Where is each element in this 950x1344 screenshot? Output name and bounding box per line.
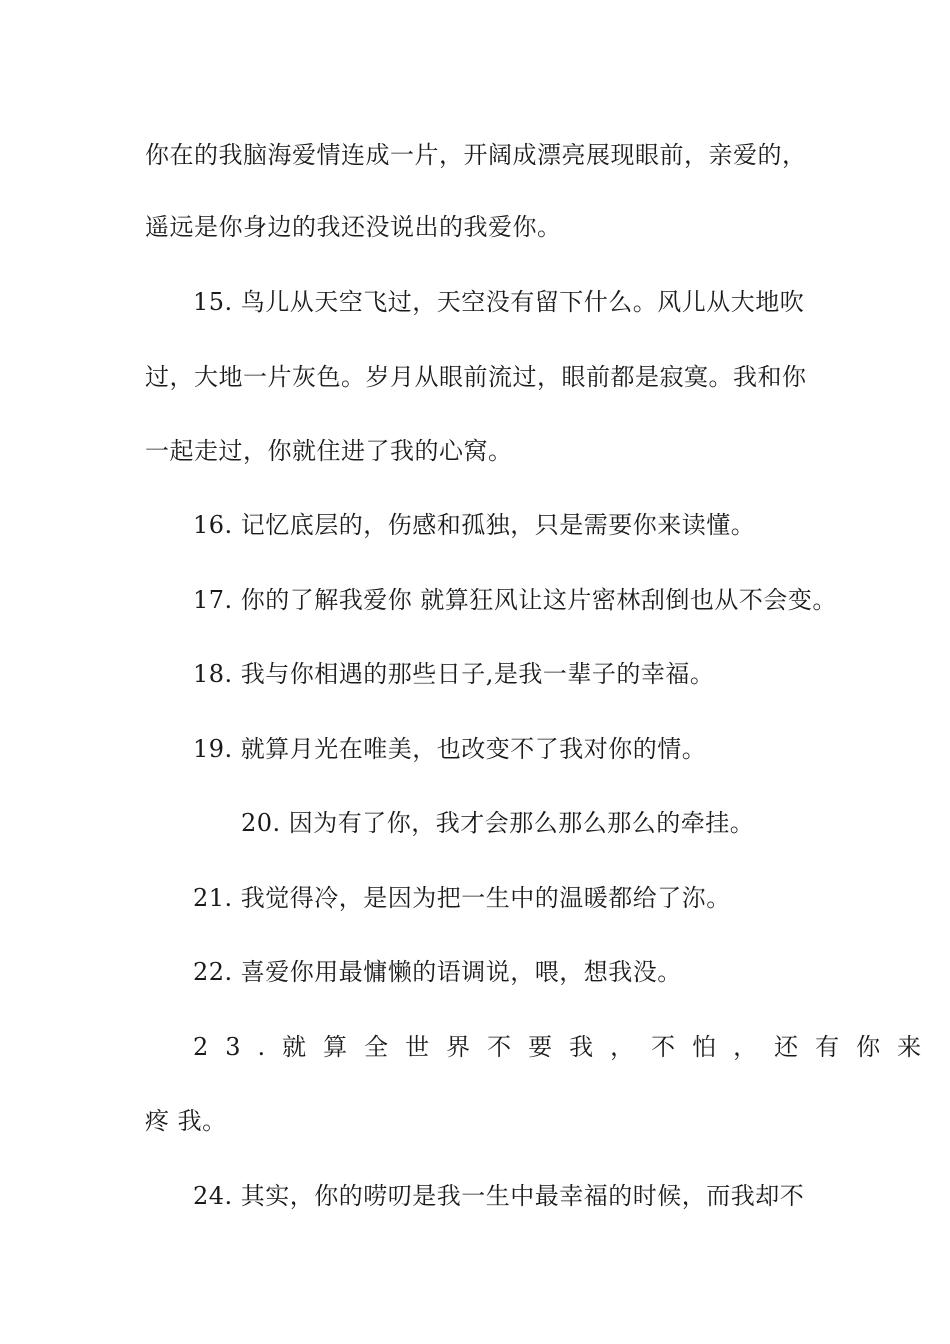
text-line: 24. 其实，你的唠叨是我一生中最幸福的时候，而我却不 xyxy=(193,1182,805,1210)
text-line: 18. 我与你相遇的那些日子,是我一辈子的幸福。 xyxy=(193,660,715,688)
text-line: 遥远是你身边的我还没说出的我爱你。 xyxy=(145,213,562,241)
text-line: 16. 记忆底层的，伤感和孤独，只是需要你来读懂。 xyxy=(193,511,756,539)
text-line: 22. 喜爱你用最慵懒的语调说，喂，想我没。 xyxy=(193,958,682,986)
text-line: 21. 我觉得冷，是因为把一生中的温暖都给了沵。 xyxy=(193,884,731,912)
text-line: 一起走过，你就住进了我的心窝。 xyxy=(145,437,513,465)
text-line: 19. 就算月光在唯美，也改变不了我对你的情。 xyxy=(193,735,707,763)
text-line: 疼 我。 xyxy=(145,1107,227,1135)
text-line: 过，大地一片灰色。岁月从眼前流过，眼前都是寂寞。我和你 xyxy=(145,363,807,391)
text-line: 20. 因为有了你，我才会那么那么那么的牵挂。 xyxy=(241,809,755,837)
text-line: 15. 鸟儿从天空飞过，天空没有留下什么。风儿从大地吹 xyxy=(193,288,805,316)
text-line: 17. 你的了解我爱你 就算狂风让这片密林刮倒也从不会变。 xyxy=(193,586,837,614)
text-line: 你在的我脑海爱情连成一片，开阔成漂亮展现眼前，亲爱的， xyxy=(145,141,807,169)
text-line: 23.就算全世界不要我，不怕，还有你来 xyxy=(193,1033,939,1061)
